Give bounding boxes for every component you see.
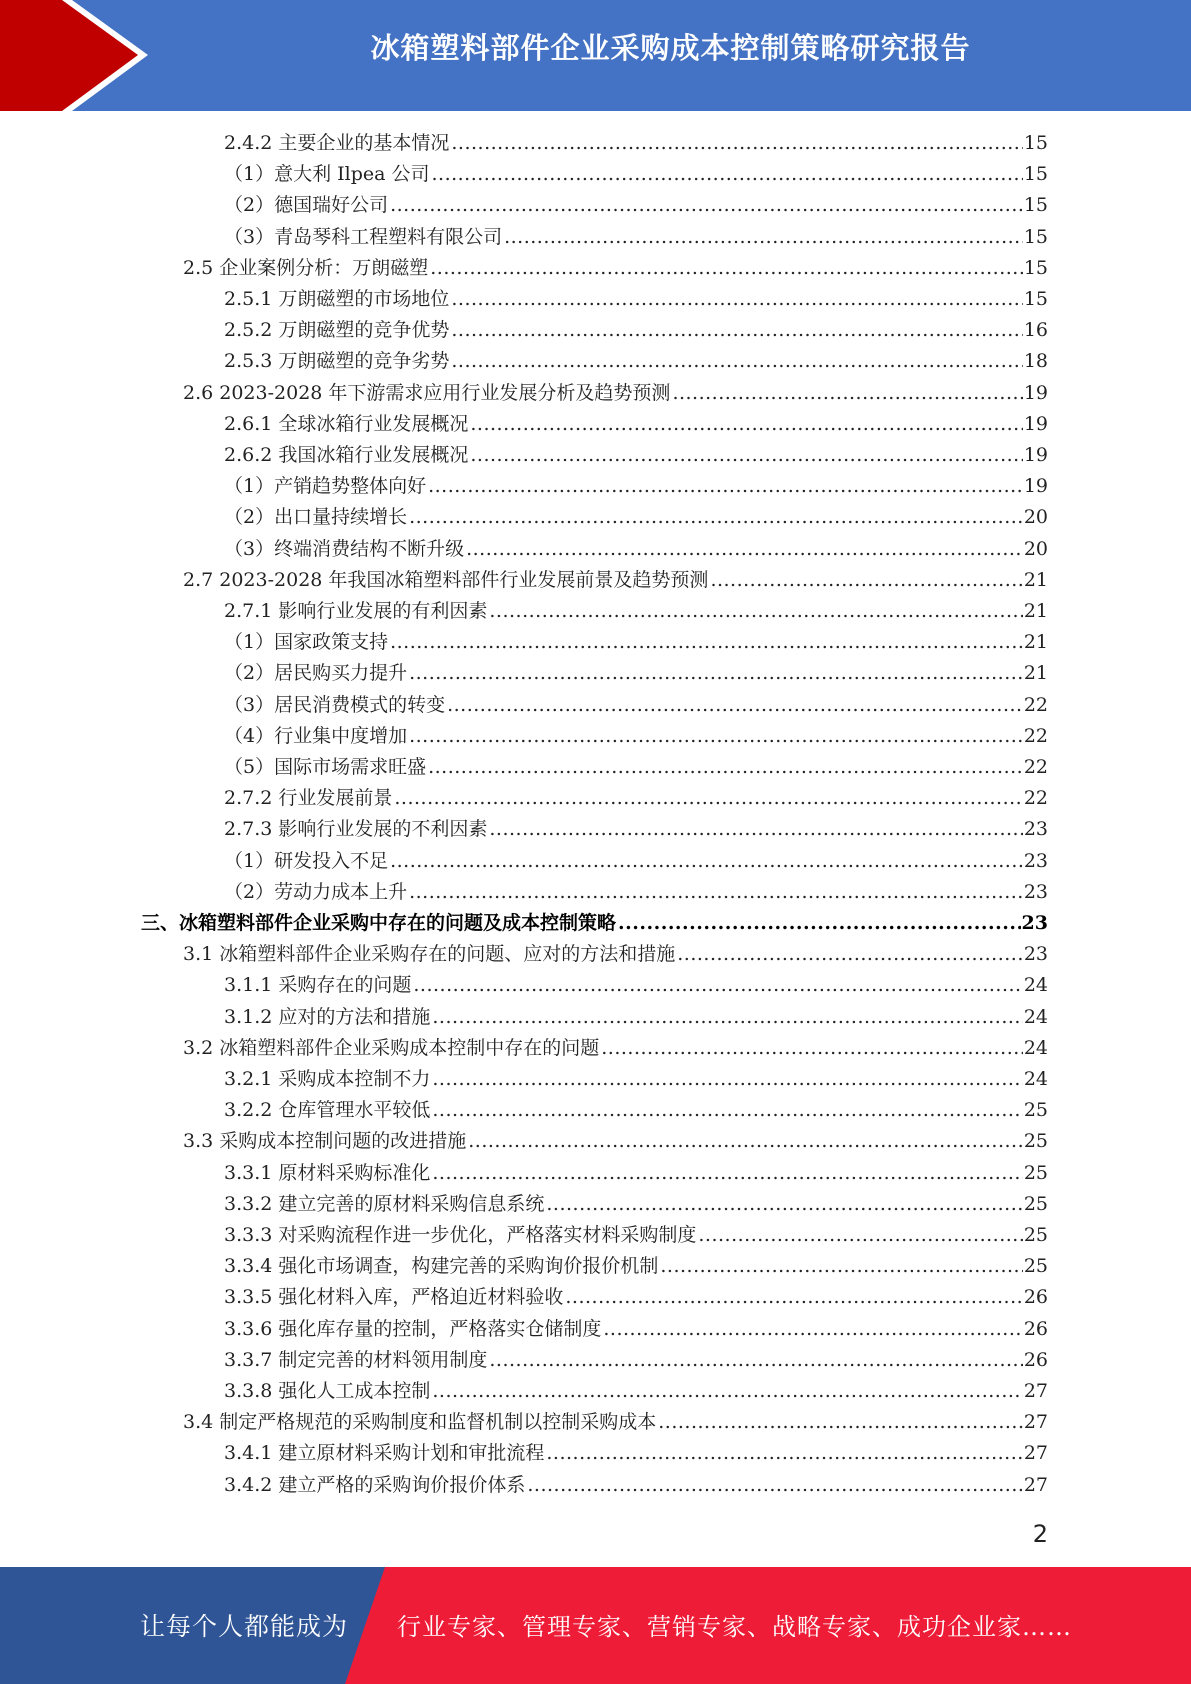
toc-entry-page: 22	[1023, 787, 1048, 810]
toc-entry-label: 3.3.8 强化人工成本控制	[224, 1380, 431, 1402]
toc-entry-page: 21	[1023, 662, 1048, 685]
toc-entry[interactable]	[224, 1282, 1048, 1313]
toc-entry-label: 2.4.2 主要企业的基本情况	[224, 132, 450, 154]
dot-leader	[489, 1345, 1022, 1376]
toc-entry-label: （1）产销趋势整体向好	[224, 475, 427, 498]
toc-entry[interactable]	[224, 346, 1048, 377]
dot-leader	[390, 190, 1023, 221]
dot-leader	[470, 409, 1022, 440]
toc-entry-label: 2.5.2 万朗磁塑的竞争优势	[224, 319, 450, 342]
toc-entry-page: 15	[1023, 288, 1048, 310]
toc-entry-label: （2）劳动力成本上升	[224, 880, 408, 903]
toc-entry-page: 22	[1023, 724, 1048, 747]
toc-entry-page: 19	[1023, 444, 1048, 466]
dot-leader	[432, 1064, 1022, 1095]
toc-entry-label: （2）出口量持续增长	[224, 506, 408, 529]
toc-entry-page: 23	[1023, 818, 1048, 841]
toc-entry-label: （3）青岛琴科工程塑料有限公司	[224, 225, 503, 248]
toc-entry[interactable]	[224, 970, 1048, 1001]
dot-leader	[428, 752, 1023, 783]
toc-entry[interactable]	[224, 1438, 1048, 1469]
toc-entry[interactable]	[224, 846, 1048, 877]
toc-entry-page: 21	[1023, 600, 1048, 622]
toc-entry-label: 2.7.1 影响行业发展的有利因素	[224, 600, 488, 622]
dot-leader	[677, 939, 1023, 970]
toc-entry[interactable]	[224, 284, 1048, 315]
toc-entry[interactable]	[224, 1220, 1048, 1251]
dot-leader	[451, 346, 1022, 377]
dot-leader	[390, 846, 1023, 877]
toc-entry-page: 20	[1023, 537, 1048, 560]
toc-entry[interactable]	[224, 721, 1048, 752]
dot-leader	[390, 627, 1023, 658]
toc-entry-page: 15	[1023, 194, 1048, 217]
toc-entry-page: 19	[1023, 412, 1048, 435]
toc-entry-page: 27	[1023, 1411, 1048, 1434]
toc-entry[interactable]	[224, 1314, 1048, 1345]
toc-entry-page: 23	[1023, 943, 1048, 966]
page-number: 2	[1032, 1520, 1048, 1548]
toc-entry-label: 3.2 冰箱塑料部件企业采购成本控制中存在的问题	[183, 1036, 600, 1059]
toc-entry[interactable]	[224, 627, 1048, 658]
toc-entry[interactable]	[183, 1407, 1048, 1438]
toc-entry[interactable]	[224, 1189, 1048, 1220]
toc-entry-label: 3.4.2 建立严格的采购询价报价体系	[224, 1473, 526, 1496]
toc-entry-label: （1）研发投入不足	[224, 849, 389, 872]
toc-entry[interactable]	[224, 1376, 1048, 1407]
toc-entry[interactable]	[224, 159, 1048, 190]
toc-entry[interactable]	[224, 877, 1048, 908]
toc-entry-label: 3.3 采购成本控制问题的改进措施	[183, 1130, 467, 1153]
toc-entry-page: 22	[1023, 756, 1048, 778]
dot-leader	[409, 877, 1023, 908]
toc-entry[interactable]	[224, 1095, 1048, 1126]
toc-entry-label: 2.7 2023-2028 年我国冰箱塑料部件行业发展前景及趋势预测	[183, 568, 709, 591]
toc-entry-page: 25	[1023, 1255, 1048, 1278]
dot-leader	[504, 222, 1023, 253]
toc-entry-page: 25	[1023, 1224, 1048, 1246]
toc-entry[interactable]	[224, 783, 1048, 814]
toc-entry[interactable]	[224, 502, 1048, 533]
toc-entry-page: 15	[1023, 132, 1048, 154]
toc-entry-label: 3.4.1 建立原材料采购计划和审批流程	[224, 1442, 545, 1465]
toc-entry-label: 3.3.5 强化材料入库，严格迫近材料验收	[224, 1286, 564, 1309]
toc-entry-label: 2.5.1 万朗磁塑的市场地位	[224, 288, 450, 310]
toc-entry-page: 21	[1023, 568, 1048, 591]
toc-entry-label: 3.2.1 采购成本控制不力	[224, 1068, 431, 1090]
toc-entry[interactable]	[141, 908, 1048, 939]
toc-entry-page: 21	[1023, 631, 1048, 654]
dot-leader	[489, 814, 1022, 845]
toc-entry-label: （3）终端消费结构不断升级	[224, 537, 465, 560]
toc-entry-page: 23	[1021, 912, 1048, 934]
toc-entry[interactable]	[183, 1033, 1048, 1064]
toc-entry-page: 25	[1023, 1130, 1048, 1153]
toc-entry-page: 25	[1023, 1099, 1048, 1122]
toc-entry-page: 23	[1023, 880, 1048, 903]
toc-entry-page: 26	[1023, 1286, 1048, 1309]
toc-entry[interactable]	[224, 409, 1048, 440]
toc-entry-label: 2.6.1 全球冰箱行业发展概况	[224, 412, 469, 435]
footer-slogan-left: 让每个人都能成为	[140, 1612, 349, 1641]
toc-entry[interactable]	[183, 939, 1048, 970]
toc-entry-page: 15	[1023, 163, 1048, 186]
toc-entry[interactable]	[224, 190, 1048, 221]
toc-entry-label: 2.6 2023-2028 年下游需求应用行业发展分析及趋势预测	[183, 381, 671, 404]
toc-entry[interactable]	[224, 1064, 1048, 1095]
dot-leader	[565, 1282, 1022, 1313]
toc-entry[interactable]	[183, 1126, 1048, 1157]
toc-entry[interactable]	[224, 1251, 1048, 1282]
toc-entry-label: （5）国际市场需求旺盛	[224, 756, 427, 778]
dot-leader	[603, 1314, 1022, 1345]
toc-entry[interactable]	[224, 128, 1048, 159]
toc-entry[interactable]	[224, 1158, 1048, 1189]
toc-entry-label: （2）居民购买力提升	[224, 662, 408, 685]
toc-entry-label: （3）居民消费模式的转变	[224, 693, 446, 716]
toc-entry-page: 15	[1023, 256, 1048, 279]
toc-entry[interactable]	[224, 814, 1048, 845]
toc-entry-page: 18	[1023, 350, 1048, 373]
toc-entry-label: 3.1 冰箱塑料部件企业采购存在的问题、应对的方法和措施	[183, 943, 676, 966]
dot-leader	[527, 1470, 1022, 1501]
toc-entry-page: 19	[1023, 381, 1048, 404]
dot-leader	[470, 440, 1022, 471]
dot-leader	[432, 1158, 1022, 1189]
toc-entry-label: 2.6.2 我国冰箱行业发展概况	[224, 444, 469, 466]
toc-entry[interactable]	[224, 752, 1048, 783]
toc-entry[interactable]	[224, 1470, 1048, 1501]
toc-entry-page: 24	[1023, 1068, 1048, 1090]
toc-entry-page: 24	[1023, 974, 1048, 997]
toc-entry-label: （4）行业集中度增加	[224, 724, 408, 747]
dot-leader	[546, 1189, 1022, 1220]
dot-leader	[451, 128, 1022, 159]
dot-leader	[660, 1251, 1022, 1282]
report-title: 冰箱塑料部件企业采购成本控制策略研究报告	[370, 31, 971, 65]
toc-entry-page: 24	[1023, 1005, 1048, 1028]
footer-slogan-right: 行业专家、管理专家、营销专家、战略专家、成功企业家……	[397, 1613, 1072, 1641]
dot-leader	[409, 502, 1023, 533]
toc-entry-label: （1）国家政策支持	[224, 631, 389, 654]
toc-entry[interactable]	[224, 534, 1048, 565]
dot-leader	[432, 1002, 1022, 1033]
dot-leader	[489, 596, 1022, 627]
toc-entry-label: 3.3.1 原材料采购标准化	[224, 1161, 431, 1184]
toc-entry-page: 25	[1023, 1192, 1048, 1215]
dot-leader	[432, 1376, 1022, 1407]
dot-leader	[409, 658, 1023, 689]
toc-entry-label: 3.3.6 强化库存量的控制，严格落实仓储制度	[224, 1317, 602, 1340]
toc-entry-label: 3.1.2 应对的方法和措施	[224, 1005, 431, 1028]
toc-entry-label: 三、冰箱塑料部件企业采购中存在的问题及成本控制策略	[141, 912, 617, 934]
toc-entry[interactable]	[183, 565, 1048, 596]
dot-leader	[430, 253, 1023, 284]
toc-entry-page: 25	[1023, 1161, 1048, 1184]
dot-leader	[431, 159, 1022, 190]
dot-leader	[409, 721, 1023, 752]
toc-entry-label: 3.3.4 强化市场调查，构建完善的采购询价报价机制	[224, 1255, 659, 1278]
toc-entry-page: 26	[1023, 1317, 1048, 1340]
toc-entry[interactable]	[183, 253, 1048, 284]
toc-entry[interactable]	[224, 658, 1048, 689]
toc-entry-label: 2.5.3 万朗磁塑的竞争劣势	[224, 350, 450, 373]
toc-entry-page: 27	[1023, 1442, 1048, 1465]
dot-leader	[451, 315, 1022, 346]
toc-entry-page: 22	[1023, 693, 1048, 716]
toc-entry-label: 2.7.2 行业发展前景	[224, 787, 393, 810]
toc-entry-label: 3.4 制定严格规范的采购制度和监督机制以控制采购成本	[183, 1411, 657, 1434]
toc-entry-label: 3.1.1 采购存在的问题	[224, 974, 412, 997]
toc-entry-label: （2）德国瑞好公司	[224, 194, 389, 217]
dot-leader	[658, 1407, 1023, 1438]
toc-entry-label: 3.3.7 制定完善的材料领用制度	[224, 1348, 488, 1371]
dot-leader	[672, 378, 1022, 409]
dot-leader	[601, 1033, 1023, 1064]
toc-entry-page: 27	[1023, 1380, 1048, 1402]
dot-leader	[432, 1095, 1022, 1126]
toc-entry-label: 2.5 企业案例分析：万朗磁塑	[183, 256, 429, 279]
toc-entry[interactable]	[224, 1345, 1048, 1376]
toc-entry-label: 2.7.3 影响行业发展的不利因素	[224, 818, 488, 841]
chevron-arrow-icon	[0, 0, 160, 111]
page-footer	[0, 1567, 1191, 1684]
dot-leader	[394, 783, 1022, 814]
toc-entry[interactable]	[224, 222, 1048, 253]
dot-leader	[466, 534, 1023, 565]
dot-leader	[698, 1220, 1022, 1251]
toc-entry[interactable]	[224, 1002, 1048, 1033]
toc-entry[interactable]	[224, 440, 1048, 471]
dot-leader	[413, 970, 1022, 1001]
toc-entry-page: 24	[1023, 1036, 1048, 1059]
toc-entry[interactable]	[224, 690, 1048, 721]
toc-entry-page: 15	[1023, 225, 1048, 248]
toc-entry-page: 16	[1023, 319, 1048, 342]
dot-leader	[451, 284, 1022, 315]
toc-entry-label: 3.2.2 仓库管理水平较低	[224, 1099, 431, 1122]
dot-leader	[710, 565, 1022, 596]
toc-entry[interactable]	[183, 378, 1048, 409]
toc-entry-page: 23	[1023, 849, 1048, 872]
toc-entry-page: 19	[1023, 475, 1048, 498]
dot-leader	[447, 690, 1023, 721]
dot-leader	[546, 1438, 1022, 1469]
toc-entry-label: 3.3.2 建立完善的原材料采购信息系统	[224, 1192, 545, 1215]
toc-entry[interactable]	[224, 315, 1048, 346]
toc-entry[interactable]	[224, 596, 1048, 627]
toc-entry-label: 3.3.3 对采购流程作进一步优化，严格落实材料采购制度	[224, 1224, 697, 1246]
toc-entry[interactable]	[224, 471, 1048, 502]
toc-entry-page: 27	[1023, 1473, 1048, 1496]
dot-leader	[428, 471, 1023, 502]
toc-entry-page: 20	[1023, 506, 1048, 529]
dot-leader	[618, 908, 1021, 939]
dot-leader	[468, 1126, 1023, 1157]
page-header	[0, 0, 1191, 111]
toc-entry-page: 26	[1023, 1348, 1048, 1371]
toc-entry-label: （1）意大利 Ilpea 公司	[224, 163, 430, 186]
